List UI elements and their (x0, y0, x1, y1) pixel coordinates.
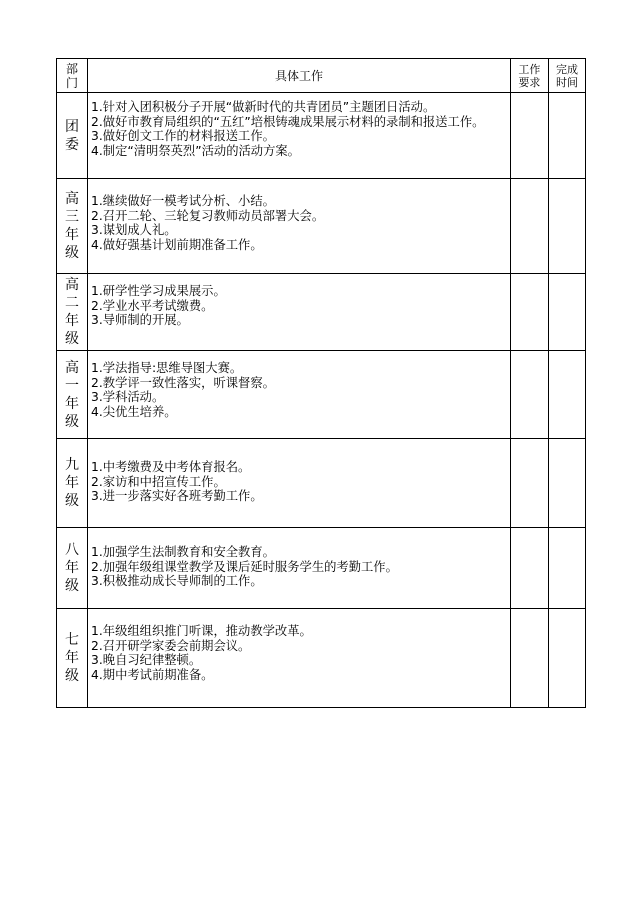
work-item: 2.加强年级组课堂教学及课后延时服务学生的考勤工作。 (91, 559, 398, 574)
work-item: 2.教学评一致性落实，听课督察。 (91, 375, 275, 390)
work-cell (88, 439, 511, 528)
work-item: 3.学科活动。 (91, 390, 165, 405)
work-item: 1.研学性学习成果展示。 (91, 284, 226, 298)
completion-cell[interactable] (548, 274, 585, 351)
requirement-cell[interactable] (510, 439, 548, 528)
dept-cell: 高二年级 (57, 274, 88, 351)
work-item: 3.晚自习纪律整顿。 (91, 653, 202, 668)
dept-cell: 七年级 (57, 609, 88, 708)
work-item: 4.期中考试前期准备。 (91, 667, 214, 682)
work-cell (88, 93, 511, 179)
work-item: 1.中考缴费及中考体育报名。 (91, 460, 251, 474)
table-row (57, 439, 586, 528)
work-cell (88, 528, 511, 609)
table-row (57, 609, 586, 708)
work-cell (88, 351, 511, 439)
work-item: 1.加强学生法制教育和安全教育。 (91, 545, 275, 559)
requirement-cell[interactable] (510, 609, 548, 708)
requirement-cell[interactable] (510, 93, 548, 179)
dept-cell: 高一年级 (57, 351, 88, 439)
work-cell (88, 179, 511, 274)
table-row (57, 528, 586, 609)
requirement-cell[interactable] (510, 274, 548, 351)
work-plan-table (56, 58, 586, 708)
work-plan-sheet (56, 58, 586, 708)
work-item: 3.谋划成人礼。 (91, 223, 177, 238)
header-completion: 完成时间 (548, 59, 585, 93)
completion-cell[interactable] (548, 439, 585, 528)
header-work: 具体工作 (88, 59, 511, 93)
work-item: 1.年级组组织推门听课，推动教学改革。 (91, 624, 312, 638)
work-cell (88, 609, 511, 708)
work-item: 3.做好创文工作的材料报送工作。 (91, 129, 275, 144)
table-row (57, 351, 586, 439)
dept-cell: 团委 (57, 93, 88, 179)
work-item: 2.召开二轮、三轮复习教师动员部署大会。 (91, 208, 325, 223)
completion-cell[interactable] (548, 93, 585, 179)
completion-cell[interactable] (548, 528, 585, 609)
work-item: 4.制定“清明祭英烈”活动的活动方案。 (91, 143, 300, 158)
completion-cell[interactable] (548, 351, 585, 439)
dept-cell: 高三年级 (57, 179, 88, 274)
work-item: 1.学法指导:思维导图大赛。 (91, 361, 243, 375)
work-item: 4.做好强基计划前期准备工作。 (91, 237, 263, 252)
work-item: 3.积极推动成长导师制的工作。 (91, 574, 263, 589)
work-item: 1.针对入团积极分子开展“做新时代的共青团员”主题团日活动。 (91, 100, 436, 114)
work-cell (88, 274, 511, 351)
work-item: 4.尖优生培养。 (91, 404, 177, 419)
table-row (57, 93, 586, 179)
table-row (57, 179, 586, 274)
header-dept: 部门 (57, 59, 88, 93)
table-header-row (57, 59, 586, 93)
requirement-cell[interactable] (510, 179, 548, 274)
work-item: 3.进一步落实好各班考勤工作。 (91, 489, 263, 504)
dept-cell: 九年级 (57, 439, 88, 528)
table-row (57, 274, 586, 351)
completion-cell[interactable] (548, 179, 585, 274)
work-item: 1.继续做好一模考试分析、小结。 (91, 194, 275, 208)
requirement-cell[interactable] (510, 351, 548, 439)
work-item: 2.家访和中招宣传工作。 (91, 474, 226, 489)
requirement-cell[interactable] (510, 528, 548, 609)
completion-cell[interactable] (548, 609, 585, 708)
header-requirement: 工作要求 (510, 59, 548, 93)
work-item: 2.召开研学家委会前期会议。 (91, 638, 251, 653)
work-item: 3.导师制的开展。 (91, 313, 189, 328)
work-item: 2.学业水平考试缴费。 (91, 298, 214, 313)
work-item: 2.做好市教育局组织的“五红”培根铸魂成果展示材料的录制和报送工作。 (91, 114, 485, 129)
dept-cell: 八年级 (57, 528, 88, 609)
